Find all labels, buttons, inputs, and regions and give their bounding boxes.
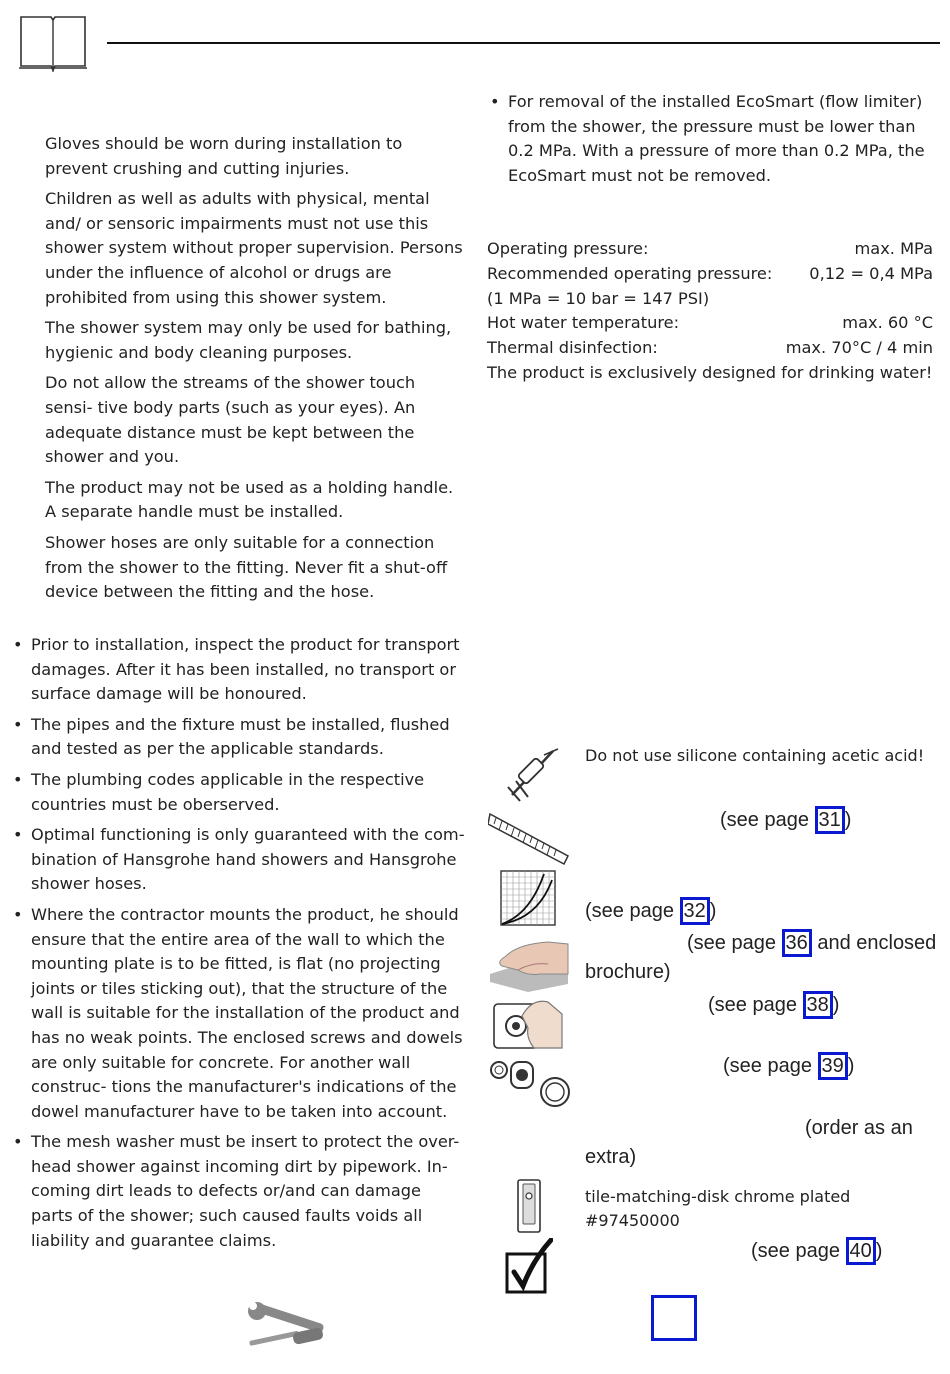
brochure-text: brochure) (585, 961, 671, 983)
safety-note: Children as well as adults with physical, mental and/ or sensoric impairments must not use this shower system without proper supervision. Persons under the influence of alcohol or drugs are prohibited from using this shower system. (45, 189, 463, 307)
flow-limiter-icon (489, 1056, 571, 1114)
see-page-text: (see page (723, 1055, 818, 1077)
silicone-gun-icon (498, 745, 560, 809)
safety-note: The shower system may only be used for bathing, hygienic and body cleaning purposes. (45, 318, 452, 362)
header-rule (107, 42, 940, 44)
page-link-38[interactable]: 38 (803, 991, 833, 1019)
spec-label: Hot water temperature: (487, 313, 680, 333)
thermostat-hand-icon (492, 994, 564, 1054)
list-item: • Optimal functioning is only guaranteed with the com- bination of Hansgrohe hand showers and Hansgrohe shower hoses. (31, 823, 467, 897)
close-paren: ) (709, 900, 717, 922)
tile-disk-icon (516, 1178, 542, 1238)
spec-note: The product is exclusively designed for drinking water! (487, 362, 933, 382)
list-item: • Prior to installation, inspect the product for transport damages. After it has been installed, no transport or surface damage will be honoured. (31, 633, 467, 707)
spec-row (487, 336, 933, 361)
see-page-31 (720, 806, 851, 835)
close-paren: ) (844, 809, 852, 831)
order-extra-line-2: extra) (585, 1146, 637, 1168)
spec-row (487, 361, 933, 386)
spec-value: max. 60 °C (842, 313, 933, 333)
silicone-note: Do not use silicone containing acetic acid! (585, 746, 925, 765)
spec-label: Thermal disinfection: (487, 338, 658, 358)
installation-notes (31, 633, 467, 1253)
safety-notes (45, 132, 465, 605)
tools-icon (243, 1300, 327, 1362)
list-item: • The pipes and the fixture must be installed, flushed and tested as per the applicable standards. (31, 713, 467, 762)
see-page-text: (see page (751, 1240, 846, 1262)
see-page-40 (751, 1237, 882, 1266)
spec-note: (1 MPa = 10 bar = 147 PSI) (487, 288, 710, 308)
safety-note: The product may not be used as a holding handle. A separate handle must be installed. (45, 477, 454, 522)
close-paren: ) (832, 994, 840, 1016)
see-page-39 (723, 1052, 854, 1081)
spec-label: Recommended operating pressure: (487, 263, 773, 283)
tile-disk-number: #97450000 (585, 1211, 680, 1230)
list-item: • The mesh washer must be insert to protect the over- head shower against incoming dirt by pipework. In- coming dirt leads to defects or/and can damage parts of the shower; such caused faults voids all liability and guarantee claims. (31, 1130, 467, 1253)
page-link-32[interactable]: 32 (680, 897, 710, 925)
safety-note: Gloves should be worn during installation to prevent crushing and cutting injuries. (45, 134, 403, 178)
page-link-31[interactable]: 31 (815, 806, 845, 834)
cleaning-hand-icon (488, 934, 570, 996)
close-paren: ) (847, 1055, 855, 1077)
checkmark-box-icon (505, 1238, 553, 1298)
book-icon (18, 14, 88, 76)
see-page-text: (see page (708, 994, 803, 1016)
page-link-39[interactable]: 39 (818, 1052, 848, 1080)
safety-note: Shower hoses are only suitable for a connection from the shower to the fitting. Never fit a shut-off device between the fitting and the hose. (45, 532, 448, 602)
see-page-text: (see page (720, 809, 815, 831)
close-paren: ) (875, 1240, 883, 1262)
spec-row (487, 311, 933, 336)
see-page-text: (see page (585, 900, 680, 922)
spec-row (487, 287, 933, 312)
spec-row (487, 237, 933, 262)
see-page-38 (708, 991, 839, 1020)
spec-row (487, 262, 933, 287)
flow-graph-icon (500, 870, 558, 932)
list-item: • For removal of the installed EcoSmart (flow limiter) from the shower, the pressure must be lower than 0.2 MPa. With a pressure of more than 0.2 MPa, the EcoSmart must not be removed. (508, 90, 936, 188)
tile-disk-text (585, 1185, 850, 1233)
page-link-36[interactable]: 36 (782, 929, 812, 957)
spec-value: max. 70°C / 4 min (785, 338, 933, 358)
order-extra-line-1: (order as an (805, 1117, 913, 1139)
spec-value: max. MPa (854, 239, 933, 258)
page-link-40[interactable]: 40 (846, 1237, 876, 1265)
safety-note: Do not allow the streams of the shower touch sensi- tive body parts (such as your eyes). An adequate distance must be kept between the shower and you. (45, 373, 416, 467)
tile-disk-name: tile-matching-disk chrome plated (585, 1187, 851, 1206)
ecosmart-note (508, 90, 936, 188)
see-page-text: (see page (687, 932, 782, 954)
specifications (487, 237, 933, 386)
see-page-32 (585, 897, 716, 926)
spec-label: Operating pressure: (487, 239, 649, 258)
spec-value: 0,12 = 0,4 MPa (809, 263, 933, 283)
empty-link-box[interactable] (651, 1295, 697, 1341)
and-enclosed-text: and enclosed (811, 932, 937, 954)
list-item: • The plumbing codes applicable in the respective countries must be oberserved. (31, 768, 467, 817)
see-page-36 (687, 929, 936, 958)
list-item: • Where the contractor mounts the product, he should ensure that the entire area of the wall to which the mounting plate is to be fitted, is flat (no projecting joints or tiles sticking out), that the structure of the wall is suitable for the installation of the product and has no weak points. The enclosed screws and dowels are only suitable for concrete. For another wall construc- tions the manufacturer's indications of the dowel manufacturer have to be taken into account. (31, 903, 467, 1124)
ruler-icon (488, 810, 570, 870)
